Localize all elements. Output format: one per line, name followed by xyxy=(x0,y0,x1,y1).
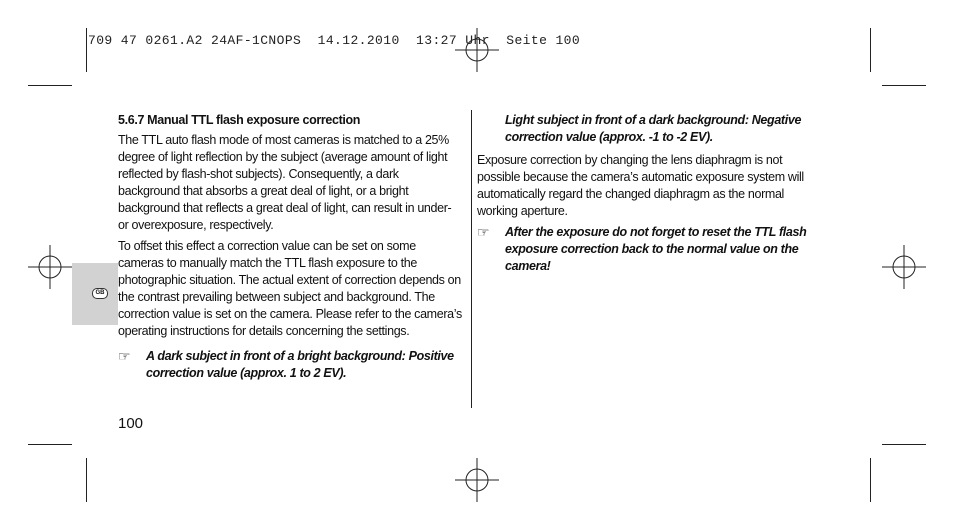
right-column xyxy=(477,112,825,275)
crop-mark xyxy=(28,444,72,445)
pointing-hand-icon: ☞ xyxy=(477,224,490,240)
left-column xyxy=(118,112,462,382)
crop-mark xyxy=(882,444,926,445)
column-divider xyxy=(471,110,472,408)
page-number: 100 xyxy=(118,415,144,432)
paragraph: To offset this effect a correction value can be set on some cameras to manually match the TTL flash exposure to the photographic situation. The actual extent of correction depends on the contrast prevailing between subject and background. The correction value is set on the camera. Please refer to the camera’s operating instructions for details concerning the settings. xyxy=(118,239,462,338)
registration-mark-top xyxy=(455,28,499,72)
registration-mark-left xyxy=(28,245,72,289)
note-text: A dark subject in front of a bright background: Positive correction value (approx. 1 to 2 EV). xyxy=(146,349,454,380)
paragraph: The TTL auto flash mode of most cameras is matched to a 25% degree of light reflection by the subject (average amount of light reflected by flash-shot subjects). Consequently, a dark background that absorbs a great deal of light, or a bright background that reflects a great deal of light, can result in under- or overexposure, respectively. xyxy=(118,133,452,232)
crop-mark xyxy=(86,458,87,502)
crop-mark xyxy=(870,28,871,72)
note-text: After the exposure do not forget to reset the TTL flash exposure correction back to the normal value on the camera! xyxy=(505,225,807,273)
section-heading: 5.6.7 Manual TTL flash exposure correction xyxy=(118,113,361,127)
note xyxy=(118,348,462,382)
print-slug: 709 47 0261.A2 24AF-1CNOPS 14.12.2010 13:27 Uhr Seite 100 xyxy=(88,33,581,48)
pointing-hand-icon: ☞ xyxy=(118,348,131,364)
crop-mark xyxy=(28,85,72,86)
crop-mark xyxy=(870,458,871,502)
registration-mark-right xyxy=(882,245,926,289)
crop-mark xyxy=(882,85,926,86)
italic-intro: Light subject in front of a dark background: Negative correction value (approx. -1 to -2 EV). xyxy=(505,113,802,144)
language-badge: GB xyxy=(92,288,108,299)
paragraph: Exposure correction by changing the lens diaphragm is not possible because the camera’s automatic exposure system will automatically regard the changed diaphragm as the normal working aperture. xyxy=(477,153,804,218)
note xyxy=(477,224,825,275)
registration-mark-bottom xyxy=(455,458,499,502)
crop-mark xyxy=(86,28,87,72)
